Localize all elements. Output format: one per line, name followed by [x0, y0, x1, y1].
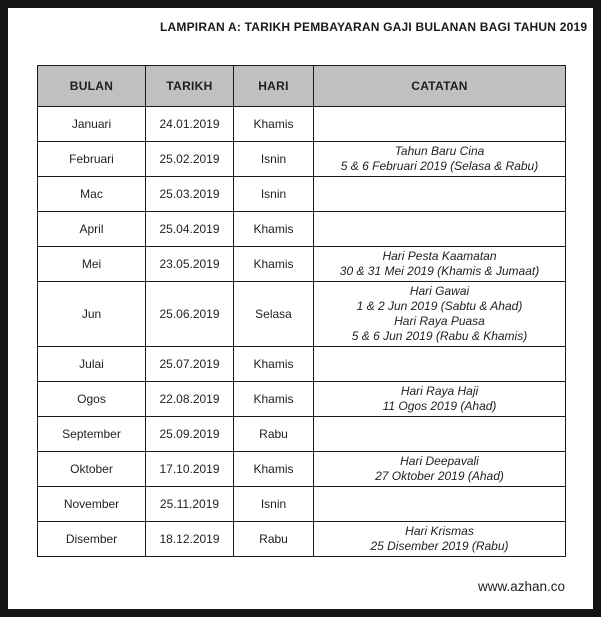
cell-tarikh: 25.02.2019	[146, 142, 234, 177]
cell-tarikh: 25.06.2019	[146, 282, 234, 347]
cell-bulan: April	[38, 212, 146, 247]
catatan-line: 5 & 6 Februari 2019 (Selasa & Rabu)	[340, 159, 539, 173]
cell-bulan: Januari	[38, 107, 146, 142]
cell-tarikh: 24.01.2019	[146, 107, 234, 142]
cell-bulan: Oktober	[38, 452, 146, 487]
table-row	[38, 212, 566, 247]
cell-hari: Isnin	[234, 487, 314, 522]
catatan-line: Hari Raya Haji	[400, 384, 479, 398]
table-row	[38, 347, 566, 382]
cell-tarikh: 25.07.2019	[146, 347, 234, 382]
cell-tarikh: 17.10.2019	[146, 452, 234, 487]
cell-catatan	[314, 107, 566, 142]
catatan-line: Hari Raya Puasa	[394, 314, 485, 328]
table-header-row	[38, 66, 566, 107]
cell-hari: Khamis	[234, 382, 314, 417]
cell-bulan: Februari	[38, 142, 146, 177]
cell-catatan	[314, 212, 566, 247]
table-row	[38, 382, 566, 417]
catatan-line: Hari Deepavali	[400, 454, 479, 468]
cell-catatan	[314, 417, 566, 452]
table-row	[38, 107, 566, 142]
cell-hari: Khamis	[234, 452, 314, 487]
catatan-line: 11 Ogos 2019 (Ahad)	[382, 399, 497, 413]
cell-bulan: Jun	[38, 282, 146, 347]
cell-tarikh: 25.09.2019	[146, 417, 234, 452]
cell-catatan	[314, 247, 566, 282]
cell-hari: Khamis	[234, 247, 314, 282]
cell-catatan	[314, 347, 566, 382]
catatan-line: 25 Disember 2019 (Rabu)	[370, 539, 509, 553]
cell-tarikh: 18.12.2019	[146, 522, 234, 557]
cell-hari: Khamis	[234, 347, 314, 382]
catatan-line: Tahun Baru Cina	[394, 144, 485, 158]
catatan-line: 30 & 31 Mei 2019 (Khamis & Jumaat)	[339, 264, 540, 278]
cell-tarikh: 22.08.2019	[146, 382, 234, 417]
cell-catatan	[314, 522, 566, 557]
header-tarikh: TARIKH	[146, 66, 234, 107]
catatan-line: Hari Gawai	[409, 284, 470, 298]
cell-catatan	[314, 452, 566, 487]
header-catatan: CATATAN	[314, 66, 566, 107]
table-header	[38, 66, 566, 107]
payment-table-body	[38, 107, 566, 557]
table-row	[38, 247, 566, 282]
table-row	[38, 282, 566, 347]
catatan-line: 27 Oktober 2019 (Ahad)	[375, 469, 504, 483]
cell-catatan	[314, 382, 566, 417]
cell-bulan: November	[38, 487, 146, 522]
cell-bulan: Mac	[38, 177, 146, 212]
salary-payment-table	[37, 65, 566, 557]
cell-catatan	[314, 282, 566, 347]
cell-tarikh: 25.03.2019	[146, 177, 234, 212]
cell-hari: Rabu	[234, 522, 314, 557]
cell-catatan	[314, 487, 566, 522]
cell-catatan	[314, 142, 566, 177]
table-row	[38, 142, 566, 177]
table-row	[38, 522, 566, 557]
cell-hari: Isnin	[234, 142, 314, 177]
cell-bulan: Mei	[38, 247, 146, 282]
catatan-line: 5 & 6 Jun 2019 (Rabu & Khamis)	[351, 329, 528, 343]
catatan-line: Hari Pesta Kaamatan	[382, 249, 497, 263]
cell-catatan	[314, 177, 566, 212]
header-bulan: BULAN	[38, 66, 146, 107]
cell-bulan: Disember	[38, 522, 146, 557]
cell-hari: Selasa	[234, 282, 314, 347]
cell-bulan: Ogos	[38, 382, 146, 417]
cell-hari: Khamis	[234, 107, 314, 142]
table-row	[38, 417, 566, 452]
catatan-line: 1 & 2 Jun 2019 (Sabtu & Ahad)	[356, 299, 523, 313]
document-title: LAMPIRAN A: TARIKH PEMBAYARAN GAJI BULANAN BAGI TAHUN 2019	[160, 20, 588, 34]
catatan-line: Hari Krismas	[405, 524, 474, 538]
header-hari: HARI	[234, 66, 314, 107]
table-row	[38, 487, 566, 522]
table-row	[38, 177, 566, 212]
cell-tarikh: 25.04.2019	[146, 212, 234, 247]
table-row	[38, 452, 566, 487]
cell-tarikh: 23.05.2019	[146, 247, 234, 282]
cell-bulan: September	[38, 417, 146, 452]
cell-hari: Khamis	[234, 212, 314, 247]
cell-bulan: Julai	[38, 347, 146, 382]
cell-tarikh: 25.11.2019	[146, 487, 234, 522]
cell-hari: Rabu	[234, 417, 314, 452]
website-watermark: www.azhan.co	[477, 579, 565, 594]
cell-hari: Isnin	[234, 177, 314, 212]
